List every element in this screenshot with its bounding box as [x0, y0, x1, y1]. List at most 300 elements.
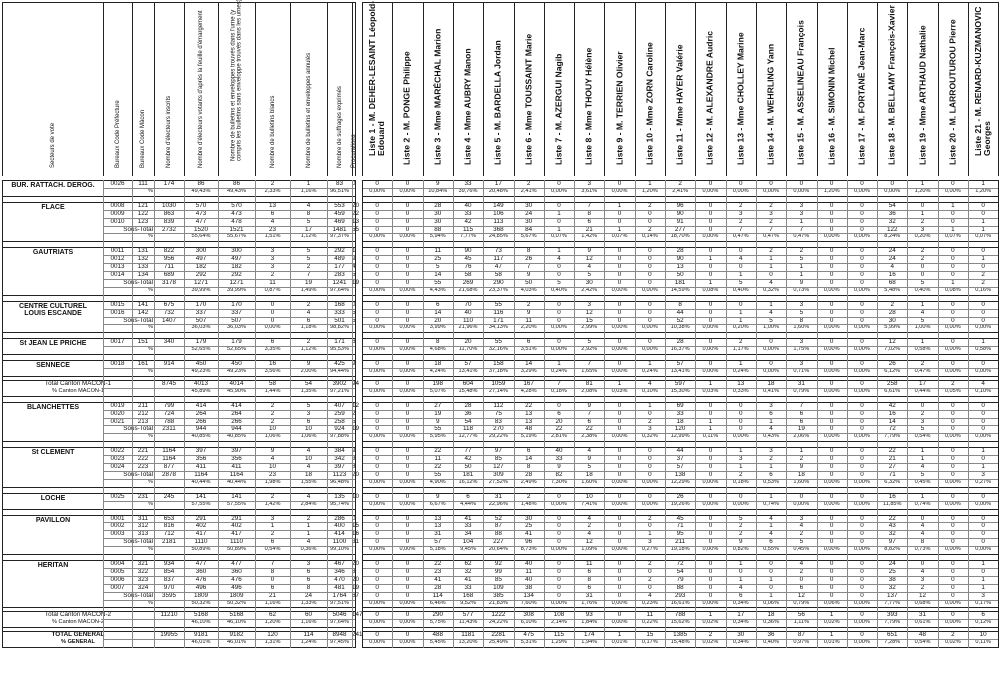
- bureau-macon-code: 222: [137, 455, 149, 463]
- column-header-7: [290, 2, 327, 176]
- grid-line: [2, 180, 355, 181]
- list-value-cell: 31: [494, 492, 502, 500]
- list-value-cell: 0: [860, 209, 864, 217]
- list-value-cell: 22,96%: [488, 500, 508, 507]
- list-value-cell: 3: [920, 575, 925, 583]
- value-cell: 1,33%: [300, 599, 317, 606]
- list-value-cell: 0,11%: [975, 639, 991, 646]
- list-value-cell: 0: [617, 209, 622, 217]
- list-value-cell: 6,32%: [884, 478, 901, 485]
- list-value-cell: 0,00%: [854, 619, 870, 626]
- value-cell: 4: [306, 492, 311, 500]
- list-value-cell: 0: [829, 201, 834, 209]
- value-cell: 0: [352, 514, 356, 522]
- list-value-cell: 6: [587, 417, 591, 425]
- grid-line: [103, 479, 355, 480]
- list-value-cell: 0,00%: [369, 187, 386, 194]
- list-value-cell: 0: [951, 538, 955, 546]
- value-cell: 944: [231, 425, 242, 433]
- list-value-cell: 475: [523, 631, 534, 639]
- list-value-cell: 73: [494, 247, 502, 255]
- grid-line: [544, 180, 545, 648]
- list-value-cell: 1: [799, 271, 804, 278]
- list-value-cell: 2: [648, 225, 652, 233]
- list-value-cell: 0: [769, 567, 773, 575]
- grid-line: [103, 218, 355, 219]
- value-cell: 356: [231, 455, 242, 463]
- value-cell: 286: [334, 514, 345, 522]
- list-value-cell: 0,00%: [944, 346, 961, 353]
- list-value-cell: 0,00%: [823, 433, 840, 440]
- grid-line: [2, 241, 355, 242]
- list-value-cell: 0: [617, 271, 622, 278]
- list-header-20: [938, 2, 968, 176]
- list-value-cell: 2: [890, 300, 894, 308]
- value-cell: 481: [334, 583, 345, 591]
- list-header-label: Liste 7 - M. AZERGUI Nagib: [553, 53, 564, 165]
- list-value-cell: 19: [797, 425, 805, 433]
- list-value-cell: 0: [951, 338, 955, 346]
- list-value-cell: 0: [829, 338, 834, 346]
- value-cell: 450: [231, 360, 242, 368]
- list-value-cell: 2: [678, 180, 682, 187]
- list-value-cell: 0: [829, 514, 834, 522]
- grid-line: [103, 576, 355, 577]
- value-cell: 9: [352, 447, 356, 455]
- value-cell: 477: [195, 560, 207, 567]
- list-value-cell: 0,00%: [944, 368, 961, 374]
- value-cell: 360: [195, 567, 207, 575]
- list-value-cell: 0: [375, 271, 379, 278]
- sector-label: CENTRE CULTUREL LOUIS ESCANDE: [19, 302, 87, 317]
- list-value-cell: 0,40%: [732, 286, 749, 293]
- grid-line: [2, 396, 355, 397]
- value-cell: 402: [231, 522, 242, 530]
- grid-line: [514, 2, 515, 176]
- value-cell: 57,55%: [227, 500, 246, 507]
- list-value-cell: 0: [860, 201, 864, 209]
- list-value-cell: 71: [888, 470, 896, 478]
- grid-line: [635, 2, 636, 176]
- list-value-cell: 0: [829, 417, 834, 425]
- list-value-cell: 0: [617, 417, 622, 425]
- list-value-cell: 24,85%: [488, 233, 508, 240]
- list-value-cell: 309: [493, 470, 504, 478]
- list-value-cell: 0: [951, 409, 955, 417]
- list-header-label: Liste 16 - M. SIMONIN Michel: [826, 47, 837, 165]
- value-cell: 3595: [161, 591, 176, 599]
- list-value-cell: 5,95%: [429, 433, 446, 440]
- list-value-cell: 17: [737, 611, 745, 619]
- list-header-7: [544, 2, 574, 176]
- list-value-cell: 0: [951, 583, 955, 591]
- list-value-cell: 4: [981, 379, 985, 387]
- grid-line: [2, 487, 355, 488]
- value-cell: 8: [352, 567, 356, 575]
- list-value-cell: 0,11%: [702, 433, 719, 440]
- value-cell: 5: [306, 217, 311, 225]
- grid-line: [998, 180, 999, 648]
- list-header-1: [362, 2, 392, 176]
- list-header-label: Liste 3 - Mme MARÉCHAL Marion: [432, 28, 443, 165]
- value-cell: 1271: [193, 278, 208, 286]
- list-value-cell: 0,00%: [369, 619, 386, 626]
- value-cell: 11210: [160, 611, 178, 619]
- list-value-cell: 0,00%: [763, 346, 779, 353]
- list-value-cell: 22: [555, 425, 563, 433]
- list-value-cell: 18: [797, 470, 805, 478]
- list-value-cell: 3: [648, 538, 652, 546]
- list-value-cell: 0: [617, 514, 622, 522]
- list-value-cell: 6: [799, 583, 804, 591]
- list-value-cell: 0,00%: [399, 368, 416, 374]
- list-value-cell: 0,41%: [763, 387, 779, 394]
- list-value-cell: 7: [587, 201, 591, 209]
- value-cell: 8: [270, 567, 275, 575]
- list-value-cell: 2: [920, 360, 925, 368]
- list-value-cell: 0,00%: [551, 324, 567, 331]
- list-value-cell: 28: [888, 308, 896, 316]
- list-value-cell: 0,00%: [854, 387, 870, 394]
- column-header-5: [218, 2, 255, 176]
- grid-line: [968, 180, 969, 648]
- list-value-cell: 0,00%: [944, 546, 961, 553]
- list-value-cell: 9: [587, 455, 591, 463]
- value-cell: 342: [334, 455, 345, 463]
- list-value-cell: 84: [525, 225, 533, 233]
- value-cell: 507: [231, 316, 242, 324]
- list-value-cell: 0,79%: [793, 387, 810, 394]
- list-value-cell: 277: [674, 225, 686, 233]
- value-cell: 1: [306, 180, 311, 187]
- grid-line: [2, 515, 355, 516]
- list-value-cell: 5,48%: [884, 286, 901, 293]
- total-label: Total Canton MACON-2: [44, 611, 112, 619]
- list-value-cell: 0: [405, 201, 410, 209]
- list-value-cell: 3: [920, 225, 925, 233]
- list-value-cell: 0: [375, 567, 379, 575]
- grid-line: [2, 631, 355, 632]
- value-cell: 10: [268, 463, 276, 470]
- list-value-cell: 32: [464, 567, 472, 575]
- list-value-cell: 36: [888, 209, 896, 217]
- value-cell: 15: [352, 522, 360, 530]
- grid-line: [184, 2, 185, 176]
- list-header-9: [604, 2, 634, 176]
- list-value-cell: 0: [829, 300, 834, 308]
- list-value-cell: 0: [829, 379, 834, 387]
- value-cell: 17: [304, 225, 312, 233]
- list-value-cell: 1: [981, 560, 985, 567]
- bureau-macon-code: 323: [137, 575, 149, 583]
- list-value-cell: 0,00%: [823, 478, 840, 485]
- grid-line: [362, 271, 998, 272]
- grid-line: [362, 592, 998, 593]
- grid-line: [103, 279, 355, 280]
- grid-line: [362, 471, 998, 472]
- list-value-cell: 42: [888, 401, 896, 409]
- list-value-cell: 2,49%: [520, 478, 537, 485]
- list-value-cell: 0: [829, 425, 834, 433]
- list-value-cell: 0: [375, 360, 379, 368]
- list-value-cell: 6: [769, 470, 773, 478]
- list-value-cell: 12: [585, 255, 593, 263]
- grid-line: [362, 346, 998, 347]
- list-value-cell: 0: [951, 463, 955, 470]
- value-cell: 5: [306, 401, 311, 409]
- list-value-cell: 29,22%: [488, 433, 508, 440]
- grid-line: [2, 611, 355, 612]
- list-header-label: Liste 11 - Mme HAYER Valérie: [674, 44, 685, 165]
- list-value-cell: 0: [648, 263, 652, 271]
- list-value-cell: 0: [981, 247, 985, 255]
- list-value-cell: 20: [464, 338, 472, 346]
- list-value-cell: 0: [405, 447, 410, 455]
- grid-line: [2, 338, 355, 339]
- list-value-cell: 3: [920, 417, 925, 425]
- list-value-cell: 1: [981, 575, 985, 583]
- list-value-cell: 597: [674, 379, 686, 387]
- list-header-label: Liste 20 - M. LARROUTUROU Pierre: [947, 19, 958, 165]
- value-cell: 2: [270, 271, 275, 278]
- grid-line: [2, 509, 355, 510]
- list-value-cell: 0: [860, 522, 864, 530]
- list-value-cell: 52: [494, 514, 502, 522]
- list-value-cell: 0,00%: [369, 233, 386, 240]
- list-value-cell: 0: [920, 401, 925, 409]
- list-value-cell: 1: [769, 255, 773, 263]
- list-value-cell: 0: [708, 180, 713, 187]
- list-value-cell: 3: [769, 209, 773, 217]
- list-value-cell: 0,00%: [732, 433, 749, 440]
- value-cell: 83: [335, 180, 343, 187]
- list-value-cell: 0: [708, 492, 713, 500]
- list-value-cell: 0: [375, 180, 379, 187]
- list-value-cell: 6: [799, 417, 804, 425]
- grid-line: [2, 332, 355, 333]
- list-value-cell: 0,22%: [641, 619, 658, 626]
- grid-line: [327, 2, 328, 176]
- percent-label: %: [148, 599, 153, 606]
- bureau-pref-code: 0017: [110, 338, 125, 346]
- value-cell: 114: [303, 631, 314, 639]
- list-value-cell: 0: [617, 463, 622, 470]
- grid-line: [453, 2, 454, 176]
- list-value-cell: 0: [405, 425, 410, 433]
- list-value-cell: 158: [493, 360, 504, 368]
- list-value-cell: 1: [648, 401, 652, 409]
- grid-line: [877, 2, 878, 176]
- list-value-cell: 0,00%: [702, 346, 719, 353]
- list-value-cell: 5,94%: [429, 233, 446, 240]
- list-value-cell: 0,00%: [369, 433, 386, 440]
- list-value-cell: 0: [375, 247, 379, 255]
- value-cell: 94: [352, 379, 360, 387]
- list-value-cell: 0: [860, 255, 864, 263]
- list-value-cell: 2: [769, 247, 773, 255]
- list-header-label: Liste 5 - M. BARDELLA Jordan: [492, 40, 503, 165]
- list-value-cell: 0: [951, 247, 955, 255]
- list-value-cell: 0: [951, 492, 955, 500]
- value-cell: 46,10%: [191, 619, 211, 626]
- value-cell: 10: [304, 425, 312, 433]
- list-value-cell: 0,01%: [823, 639, 840, 646]
- value-cell: 21: [268, 591, 276, 599]
- list-value-cell: 0: [951, 316, 955, 324]
- list-value-cell: 17: [919, 379, 927, 387]
- list-value-cell: 0,14%: [641, 233, 658, 240]
- list-value-cell: 0: [617, 611, 622, 619]
- value-cell: 425: [334, 360, 345, 368]
- sector-label: BUR. RATTACH. DEROG.: [11, 182, 95, 189]
- list-value-cell: 12: [797, 591, 805, 599]
- list-value-cell: 40: [464, 308, 472, 316]
- list-value-cell: 96: [676, 201, 684, 209]
- list-value-cell: 12: [888, 338, 896, 346]
- list-value-cell: 115: [553, 631, 564, 639]
- percent-label: %: [148, 478, 153, 485]
- list-value-cell: 3: [587, 180, 591, 187]
- grid-line: [938, 2, 939, 176]
- value-cell: 20: [352, 560, 360, 567]
- list-value-cell: 0,00%: [551, 346, 567, 353]
- list-value-cell: 44: [676, 308, 684, 316]
- value-cell: 337: [195, 308, 207, 316]
- list-value-cell: 6: [466, 492, 470, 500]
- grid-line: [847, 2, 848, 176]
- list-value-cell: 1: [557, 209, 561, 217]
- list-value-cell: 0: [375, 492, 379, 500]
- value-cell: 8948: [332, 631, 347, 639]
- list-value-cell: 0: [708, 409, 713, 417]
- list-value-cell: 0,10%: [975, 387, 992, 394]
- grid-line: [392, 2, 393, 176]
- list-value-cell: 0: [829, 409, 834, 417]
- value-cell: 258: [334, 417, 345, 425]
- list-value-cell: 0,00%: [641, 324, 658, 331]
- grid-line: [103, 287, 355, 288]
- list-value-cell: 16: [888, 271, 896, 278]
- value-cell: 497: [231, 255, 242, 263]
- list-value-cell: 12,77%: [458, 433, 478, 440]
- list-value-cell: 198: [432, 379, 443, 387]
- list-value-cell: 0: [405, 379, 410, 387]
- value-cell: 1,35%: [300, 387, 317, 394]
- list-value-cell: 0: [375, 470, 379, 478]
- list-value-cell: 1: [981, 447, 985, 455]
- list-value-cell: 79: [676, 575, 684, 583]
- list-value-cell: 290: [432, 611, 443, 619]
- list-value-cell: 1: [738, 360, 743, 368]
- list-value-cell: 41: [434, 575, 442, 583]
- value-cell: 411: [195, 463, 207, 470]
- value-cell: 914: [163, 360, 175, 368]
- value-cell: 300: [195, 247, 207, 255]
- list-value-cell: 0: [829, 360, 834, 368]
- bureau-macon-code: 322: [137, 567, 149, 575]
- sector-label: BLANCHETTES: [26, 403, 80, 411]
- list-header-4: [453, 2, 483, 176]
- value-cell: 417: [231, 530, 242, 538]
- list-value-cell: 19: [434, 409, 442, 417]
- list-value-cell: 4: [920, 522, 925, 530]
- list-value-cell: 0,40%: [763, 639, 779, 646]
- list-value-cell: 0,00%: [399, 639, 416, 646]
- value-cell: 179: [195, 338, 207, 346]
- list-value-cell: 0: [829, 567, 834, 575]
- list-value-cell: 15: [646, 631, 654, 639]
- list-value-cell: 0,00%: [641, 478, 658, 485]
- list-value-cell: 0,02%: [702, 639, 719, 646]
- value-cell: 4: [306, 538, 311, 546]
- list-value-cell: 0: [981, 538, 985, 546]
- list-value-cell: 0,01%: [611, 639, 628, 646]
- list-value-cell: 30: [434, 209, 442, 217]
- list-value-cell: 5: [920, 425, 925, 433]
- list-value-cell: 120: [674, 425, 686, 433]
- value-cell: 58: [268, 379, 276, 387]
- list-value-cell: 5: [738, 514, 743, 522]
- percent-label: %: [148, 324, 153, 331]
- list-value-cell: 1: [738, 575, 743, 583]
- list-value-cell: 0,33%: [732, 387, 749, 394]
- list-value-cell: 1: [708, 417, 713, 425]
- grid-line: [103, 226, 355, 227]
- list-value-cell: 0,00%: [823, 500, 840, 507]
- list-header-label: Liste 13 - Mme CHOLLEY Marine: [735, 32, 746, 165]
- list-value-cell: 4,24%: [429, 368, 446, 374]
- list-value-cell: 0: [648, 470, 652, 478]
- list-value-cell: 11: [434, 247, 442, 255]
- column-header-1: [103, 2, 132, 176]
- list-value-cell: 0: [648, 209, 652, 217]
- grid-line: [362, 255, 998, 256]
- list-value-cell: 18: [676, 417, 684, 425]
- list-value-cell: 55: [434, 278, 442, 286]
- grid-line: [362, 324, 998, 325]
- list-value-cell: 0,34%: [732, 599, 749, 606]
- list-value-cell: 0,00%: [975, 433, 992, 440]
- value-cell: 8745: [161, 379, 176, 387]
- list-value-cell: 0: [405, 470, 410, 478]
- list-value-cell: 0: [981, 201, 985, 209]
- value-cell: 57,55%: [191, 500, 211, 507]
- bureau-pref-code: 0016: [110, 308, 125, 316]
- list-value-cell: 0: [951, 447, 955, 455]
- list-value-cell: 15,62%: [670, 619, 690, 626]
- value-cell: 264: [231, 409, 242, 417]
- value-cell: 346: [334, 567, 345, 575]
- list-header-label: Liste 21 - M. RENARD-KUZMANOVIC Georges: [973, 6, 993, 156]
- value-cell: 2: [306, 514, 311, 522]
- list-value-cell: 8,82%: [884, 546, 901, 553]
- list-value-cell: 0,73%: [914, 546, 931, 553]
- list-value-cell: 0,06%: [763, 599, 779, 606]
- list-value-cell: 13,20%: [458, 639, 478, 646]
- list-value-cell: 44: [676, 447, 684, 455]
- list-value-cell: 0: [769, 360, 773, 368]
- list-value-cell: 1,75%: [793, 346, 810, 353]
- list-value-cell: 0: [648, 247, 652, 255]
- list-value-cell: 24: [525, 209, 533, 217]
- grid-line: [362, 196, 998, 197]
- list-value-cell: 42: [464, 455, 472, 463]
- grid-line: [103, 263, 355, 264]
- list-value-cell: 2,99%: [581, 324, 598, 331]
- list-value-cell: 5: [920, 278, 925, 286]
- value-cell: 417: [195, 530, 207, 538]
- list-value-cell: 42: [464, 217, 472, 225]
